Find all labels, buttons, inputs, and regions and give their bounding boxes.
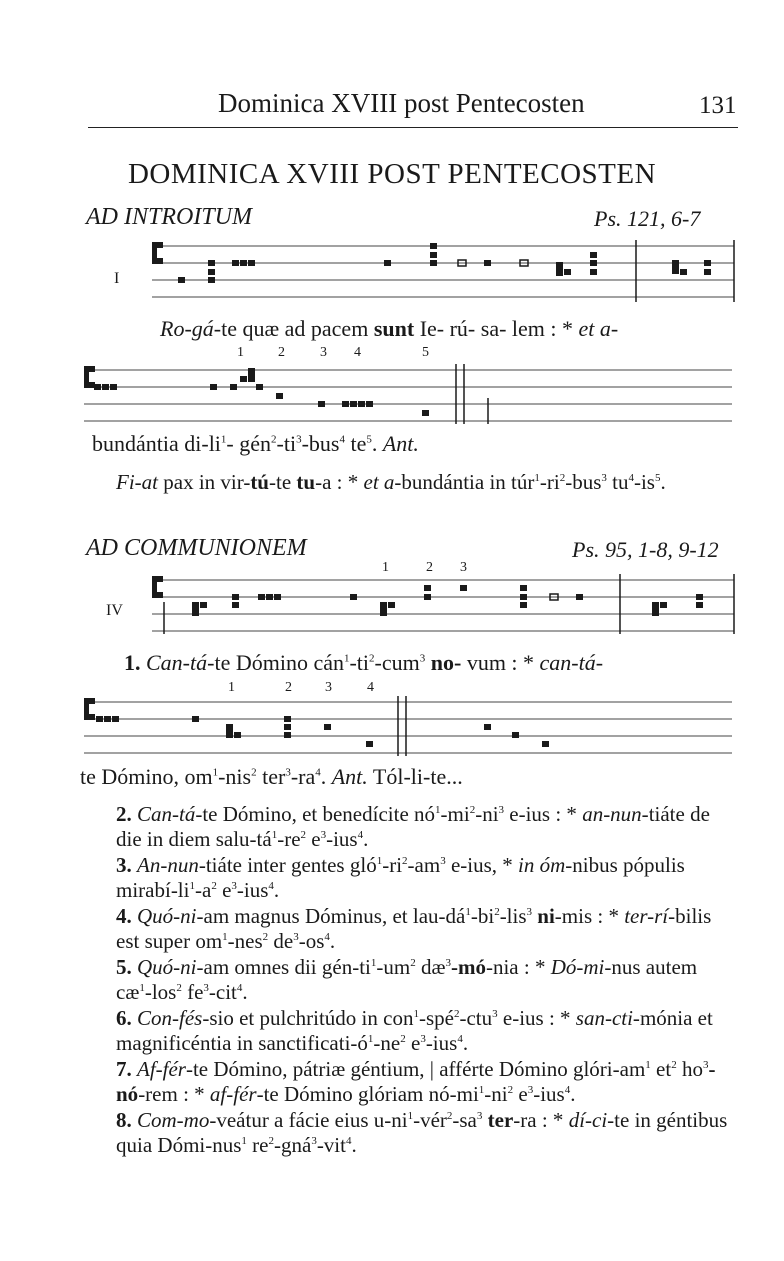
introit-psalm-ref: Ps. 121, 6-7 [594,206,701,231]
tone-number: 5 [422,345,429,360]
tone-number: 4 [367,680,374,695]
communion-staff-1 [148,572,738,638]
page-number: 131 [699,92,737,119]
verse-4: 4. Quó-ni-am magnus Dóminus, et lau-$dá^1-bi^2-lis^3$ ni-mis : * ter-rí-bilis est super $om^1-nes^2$ $de^3-os^4$. [116,904,712,953]
tone-number: 3 [325,680,332,695]
communion-lyric-1: 1. Can-tá-te Dómino $cán^1-ti^2-cum^3$ no- vum : * can-tá- [124,650,604,675]
page-title: DOMINICA XVIII POST PENTECOSTEN [127,158,657,190]
tone-number: 2 [426,560,433,575]
introit-mode: I [114,270,120,287]
verse-8: 8. Com-mo-veátur a fácie eius $u-ni^1-vér^2-sa^3$ ter-ra : * dí-ci-te in géntibus quia Dómi-nus$^1$ $re^2-gná^3-vit^4$. [116,1108,728,1157]
introit-staff-2 [80,360,735,428]
tone-number: 3 [320,345,327,360]
verse-5: 5. Quó-ni-am omnes dii gén-$ti^1-um^2$ $dæ^3-mó$-nia : * Dó-mi-nus autem $cæ^1-los^2$ $fe^3-cit^4$. [116,955,698,1004]
tone-number: 1 [228,680,235,695]
tone-number: 2 [285,680,292,695]
verse-2: 2. Can-tá-te Dómino, et benedícite $nó^1-mi^2-ni^3$ e-ius : * an-nun-tiáte de die in diem salu-$tá^1-re^2$ $e^3-ius^4$. [116,802,710,851]
introit-staff-1 [148,236,738,308]
communion-staff-2 [80,694,735,760]
communion-lyric-2: te Dómino, $om^1-nis^2$ $ter^3-ra^4$. Ant. Tól-li-te... [80,764,463,789]
introit-label: AD INTROITUM [86,204,252,230]
introit-lyric-2: bundántia $di-li^1-$ $gén^2-ti^3-bus^4$ $te^5$. Ant. [92,431,419,456]
communion-psalm-ref: Ps. 95, 1-8, 9-12 [572,537,719,562]
running-title: Dominica XVIII post Pentecosten [218,88,585,118]
communion-label: AD COMMUNIONEM [86,535,307,561]
verse-7: 7. Af-fér-te Dómino, pátriæ géntium, | afférte Dómino glóri-$am^1$ $et^2$ $ho^3-nó$-rem : * af-fér-te Dómino glóriam $nó-mi^1-ni^2$ $e^3-ius^4$. [116,1057,716,1106]
introit-lyric-1: Ro-gá-te quæ ad pacem sunt Ie- rú- sa- lem : * et a- [160,316,619,341]
tone-number: 1 [382,560,389,575]
tone-number: 2 [278,345,285,360]
communion-mode: IV [106,602,123,619]
introit-antiphon-text: Fi-at pax in vir-tú-te tu-a : * et a-bundántia in $túr^1-ri^2-bus^3$ $tu^4-is^5$. [116,470,666,494]
tone-number: 3 [460,560,467,575]
verse-3: 3. An-nun-tiáte inter gentes $gló^1-ri^2-am^3$ e-ius, * in óm-nibus pópulis mirabí-$li^1-a^2$ $e^3-ius^4$. [116,853,685,902]
tone-number: 4 [354,345,361,360]
verse-6: 6. Con-fés-sio et pulchritúdo in con$^1$-spé$^2$-ctu$^3$ e-ius : * san-cti-mónia et magnificéntia in sanctificati-$ó^1-ne^2$ $e^3-ius^4$. [116,1006,713,1055]
header-rule [88,127,738,128]
tone-number: 1 [237,345,244,360]
